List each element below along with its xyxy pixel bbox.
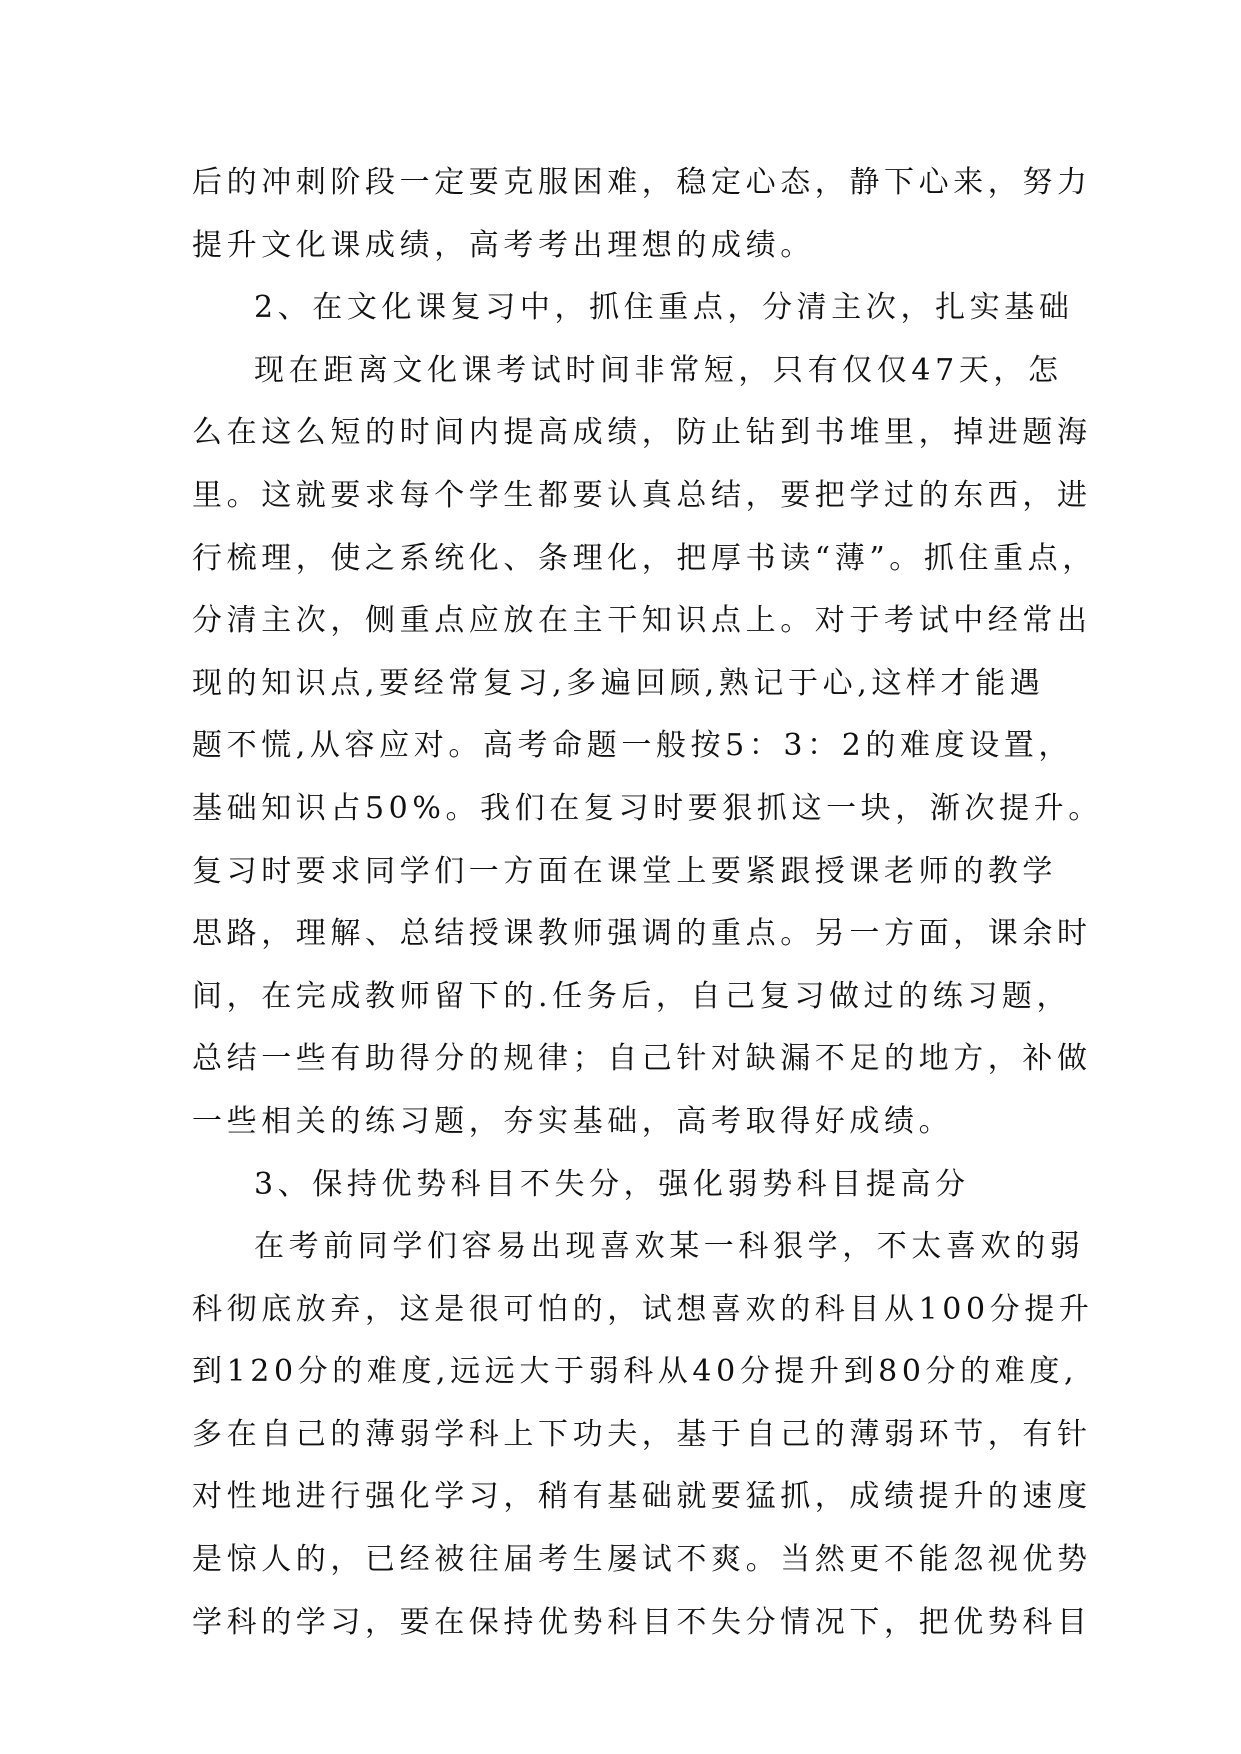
paragraph-line: 行梳理，使之系统化、条理化，把厚书读“薄”。抓住重点， [192, 540, 1097, 576]
paragraph-line: 么在这么短的时间内提高成绩，防止钻到书堆里，掉进题海 [192, 415, 1092, 451]
paragraph-line: 是惊人的，已经被往届考生屡试不爽。当然更不能忽视优势 [192, 1542, 1092, 1578]
paragraph-line: 多在自己的薄弱学科上下功夫，基于自己的薄弱环节，有针 [192, 1416, 1092, 1452]
paragraph-line: 复习时要求同学们一方面在课堂上要紧跟授课老师的教学 [192, 853, 1057, 889]
paragraph-line: 后的冲刺阶段一定要克服困难，稳定心态，静下心来，努力 [192, 165, 1092, 200]
document-body [192, 163, 1103, 1665]
paragraph-line: 提升文化课成绩，高考考出理想的成绩。 [192, 227, 815, 263]
section-heading: 2、在文化课复习中，抓住重点，分清主次，扎实基础 [254, 290, 1074, 326]
paragraph-line: 间，在完成教师留下的.任务后，自己复习做过的练习题， [192, 978, 1072, 1014]
paragraph-line: 现的知识点,要经常复习,多遍回顾,熟记于心,这样才能遇 [192, 665, 1045, 701]
paragraph-line: 科彻底放弃，这是很可怕的，试想喜欢的科目从100分提升 [192, 1291, 1094, 1327]
paragraph-line: 在考前同学们容易出现喜欢某一科狠学，不太喜欢的弱 [254, 1229, 1085, 1265]
paragraph-line: 总结一些有助得分的规律；自己针对缺漏不足的地方，补做 [192, 1041, 1092, 1077]
paragraph-line: 思路，理解、总结授课教师强调的重点。另一方面，课余时 [192, 916, 1092, 952]
paragraph-line: 里。这就要求每个学生都要认真总结，要把学过的东西，进 [192, 477, 1092, 513]
paragraph-line: 分清主次，侧重点应放在主干知识点上。对于考试中经常出 [192, 603, 1092, 639]
paragraph-line: 题不慌,从容应对。高考命题一般按5：3：2的难度设置， [192, 728, 1073, 764]
paragraph-line: 到120分的难度,远远大于弱科从40分提升到80分的难度, [192, 1354, 1079, 1390]
section-heading: 3、保持优势科目不失分，强化弱势科目提高分 [254, 1166, 970, 1202]
paragraph-line: 一些相关的练习题，夯实基础，高考取得好成绩。 [192, 1103, 954, 1139]
paragraph-line: 学科的学习，要在保持优势科目不失分情况下，把优势科目 [192, 1604, 1092, 1640]
paragraph-line: 基础知识占50%。我们在复习时要狠抓这一块，渐次提升。 [192, 790, 1103, 826]
paragraph-line: 现在距离文化课考试时间非常短，只有仅仅47天，怎 [254, 352, 1063, 388]
paragraph-line: 对性地进行强化学习，稍有基础就要猛抓，成绩提升的速度 [192, 1479, 1092, 1515]
